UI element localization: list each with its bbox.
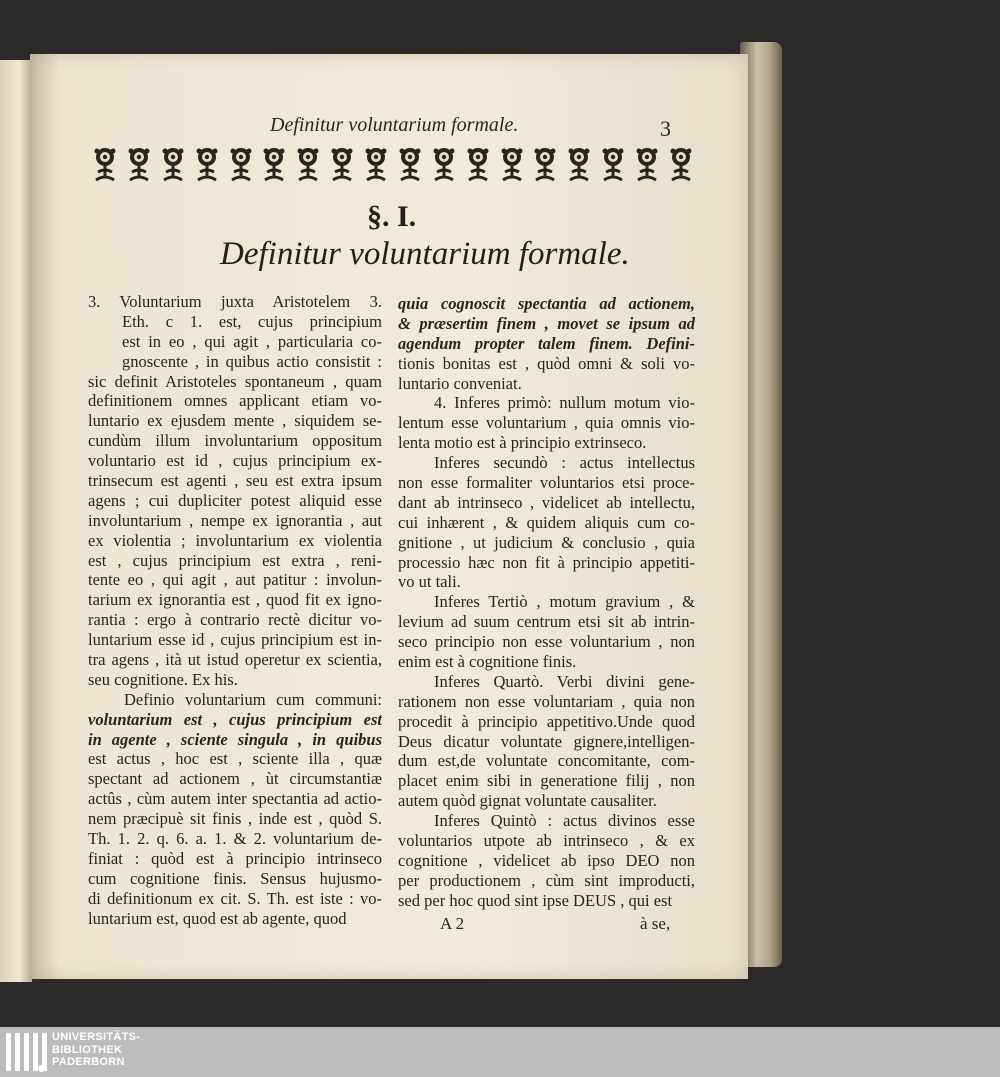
fleuron-icon [497, 144, 527, 184]
text-line: voluntario est id , cujus principium ex- [88, 451, 382, 471]
text-line: Inferes Tertiò , motum gravium , & [434, 592, 695, 612]
text-line: enim est à cognitione finis. [398, 652, 577, 672]
section-mark: §. I. [367, 200, 417, 233]
text-line: sed per hoc quod sint ipse DEUS , qui est [398, 890, 673, 910]
fleuron-icon [327, 144, 357, 184]
text-line: nem præcipuè sit finis , inde est , quòd S. [88, 809, 382, 829]
text-line: Inferes secundò : actus intellectus [434, 453, 695, 473]
text-line: procedit à principio appetitivo.Unde quod [398, 711, 695, 731]
left-text-column [88, 292, 382, 929]
fleuron-icon [124, 144, 154, 184]
fleuron-icon [90, 144, 120, 184]
page-number: 3 [660, 116, 671, 141]
text-line: ex violentia ; involuntarium ex violentia [88, 530, 382, 550]
fleuron-icon [429, 144, 459, 184]
catchword: à se, [640, 914, 671, 933]
text-line: rationem non esse voluntariam , quia non [398, 691, 695, 711]
fleuron-icon [293, 144, 323, 184]
text-line: autem quòd gignat voluntate causaliter. [398, 791, 657, 811]
library-logo-line: UNIVERSITÄTS- [52, 1031, 141, 1043]
fleuron-icon [564, 144, 594, 184]
text-line: seu cognitione. Ex his. [88, 669, 238, 689]
text-line: seco principio non esse voluntarium , non [398, 632, 695, 652]
fleuron-icon [259, 144, 289, 184]
library-banner [0, 1027, 1000, 1077]
text-line: Definio voluntarium cum communi: [124, 689, 382, 709]
text-line: non esse formaliter voluntarios etsi proce- [398, 473, 695, 493]
fleuron-icon [463, 144, 493, 184]
text-line: est actus , hoc est , sciente illa , quæ [88, 749, 382, 769]
text-line: trinsecum est agenti , seu est extra ipsum [88, 471, 382, 491]
library-logo-line: PADERBORN [52, 1056, 125, 1068]
text-line: spectant ad actionem , ùt circumstantiæ [88, 769, 382, 789]
fleuron-icon [395, 144, 425, 184]
text-line: di definitionum ex cit. S. Th. est iste : vo- [88, 888, 382, 908]
text-line: Th. 1. 2. q. 6. a. 1. & 2. voluntarium de- [88, 829, 382, 849]
text-line: luntario conveniat. [398, 373, 522, 393]
text-line: cum cognitione finis. Sensus hujusmo- [88, 868, 382, 888]
fleuron-icon [666, 144, 696, 184]
text-line: Deus dicatur voluntate gignere,intelligen- [398, 731, 695, 751]
text-line: lenta motio est à principio extrinseco. [398, 433, 647, 453]
text-line: placet enim sibi in generatione filij , non [398, 771, 695, 791]
fleuron-icon [192, 144, 222, 184]
text-line: luntarium est, quod est ab agente, quod [88, 908, 347, 928]
library-logo-text [52, 1031, 140, 1069]
text-line: tionis bonitas est , quòd omni & soli vo- [398, 353, 695, 373]
running-head: Definitur voluntarium formale. [270, 114, 519, 136]
signature-mark: A 2 [440, 914, 465, 933]
text-line: tra agens , ità ut istud operetur ex scientia, [88, 650, 382, 670]
text-line: vo ut tali. [398, 572, 461, 592]
text-line: processio hæc non fit à principio appetiti- [398, 552, 695, 572]
fleuron-icon [632, 144, 662, 184]
text-line: est , cujus principium est extra , reni- [88, 550, 382, 570]
text-line: 3. Voluntarium juxta Aristotelem 3. [88, 292, 382, 311]
library-logo-dot [38, 1065, 45, 1072]
text-line: tarium ex ignorantia est , quod fit ex igno- [88, 590, 382, 610]
text-line: in agente , sciente singula , in quibus [88, 729, 382, 749]
text-line: lentum esse voluntarium , quia omnis vio- [398, 413, 695, 433]
text-line: agens ; cui dupliciter potest aliquid esse [88, 490, 382, 510]
text-line: per productionem , cùm sint improducti, [398, 870, 695, 890]
text-line: agendum propter talem finem. Defini- [398, 333, 695, 353]
text-line: finiat : quòd est à principio intrinseco [88, 848, 382, 868]
fleuron-icon [530, 144, 560, 184]
text-line: voluntarios utpote ab intrinseco , & ex [398, 831, 695, 851]
text-line: Eth. c 1. est, cujus principium [122, 311, 382, 331]
text-line: sic definit Aristoteles spontaneum , quam [88, 371, 382, 391]
section-title: Definitur voluntarium formale. [220, 236, 630, 272]
text-line: cognitione , videlicet ab ipso DEO non [398, 850, 695, 870]
text-line: quia cognoscit spectantia ad actionem, [398, 294, 695, 313]
facing-page-edge [0, 60, 32, 982]
text-line: 4. Inferes primò: nullum motum vio- [434, 393, 695, 413]
text-line: est in eo , qui agit , particularia co- [122, 331, 382, 351]
text-line: voluntarium est , cujus principium est [88, 709, 382, 729]
text-line: cui inhærent , & quidem aliquis cum co- [398, 512, 695, 532]
text-line: cundùm illum involuntarium oppositum [88, 431, 382, 451]
text-line: Inferes Quartò. Verbi divini gene- [434, 671, 695, 691]
fleuron-icon [158, 144, 188, 184]
fleuron-icon [598, 144, 628, 184]
text-line: & præsertim finem , movet se ipsum ad [398, 313, 695, 333]
text-line: Inferes Quintò : actus divinos esse [434, 811, 695, 831]
floral-ornament-band [90, 142, 696, 186]
fleuron-icon [226, 144, 256, 184]
text-line: rantia : ergo à contrario rectè dicitur vo- [88, 610, 382, 630]
text-line: luntarium esse id , cujus principium est in- [88, 630, 382, 650]
text-line: gnitione , ut judicium & conclusio , quia [398, 532, 695, 552]
text-line: involuntarium , nempe ex ignorantia , aut [88, 510, 382, 530]
text-line: gnoscente , in quibus actio consistit : [122, 351, 382, 371]
text-line: definitionem omnes applicant etiam vo- [88, 391, 382, 411]
right-text-column [398, 294, 695, 911]
text-line: tente eo , qui agit , aut patitur : involun- [88, 570, 382, 590]
text-line: dum est,de voluntate concomitante, com- [398, 751, 695, 771]
text-line: levium ad suum centrum etsi sit ab intrin- [398, 612, 695, 632]
text-line: actûs , cùm autem inter spectantia ad actio- [88, 789, 382, 809]
text-line: luntario ex ejusdem mente , siquidem se- [88, 411, 382, 431]
fleuron-icon [361, 144, 391, 184]
library-logo-line: BIBLIOTHEK [52, 1043, 123, 1056]
text-line: dant ab intrinseco , videlicet ab intellectu, [398, 492, 695, 512]
